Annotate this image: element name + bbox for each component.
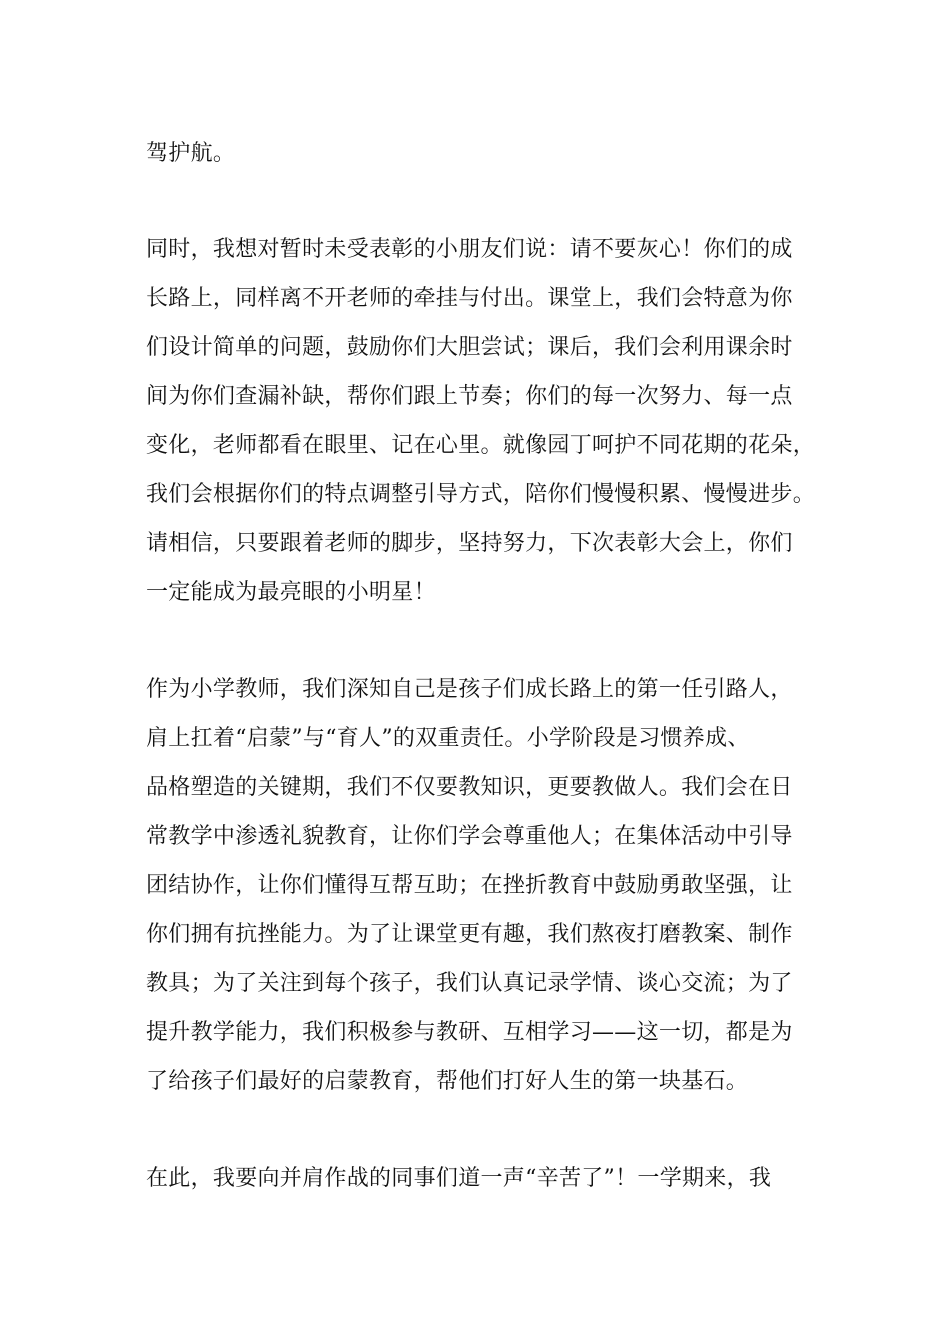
paragraph-line: 品格塑造的关键期，我们不仅要教知识，更要教做人。我们会在日 [146,775,793,800]
paragraph-line: 们设计简单的问题，鼓励你们大胆尝试；课后，我们会利用课余时 [146,335,793,360]
paragraph-line: 我们会根据你们的特点调整引导方式，陪你们慢慢积累、慢慢进步。 [146,482,816,507]
paragraph-line: 肩上扛着“启蒙”与“育人”的双重责任。小学阶段是习惯养成、 [146,726,750,751]
paragraph-line: 团结协作，让你们懂得互帮互助；在挫折教育中鼓励勇敢坚强，让 [146,873,793,898]
paragraph-line: 教具；为了关注到每个孩子，我们认真记录学情、谈心交流；为了 [146,971,793,996]
paragraph-line: 一定能成为最亮眼的小明星！ [146,580,436,605]
paragraph-line: 长路上，同样离不开老师的牵挂与付出。课堂上，我们会特意为你 [146,286,793,311]
paragraph-line: 常教学中渗透礼貌教育，让你们学会尊重他人；在集体活动中引导 [146,824,793,849]
paragraph-line: 在此，我要向并肩作战的同事们道一声“辛苦了”！一学期来，我 [146,1166,772,1191]
paragraph-line: 提升教学能力，我们积极参与教研、互相学习——这一切，都是为 [146,1020,793,1045]
paragraph-line: 作为小学教师，我们深知自己是孩子们成长路上的第一任引路人， [146,677,793,702]
paragraph-line: 你们拥有抗挫能力。为了让课堂更有趣，我们熬夜打磨教案、制作 [146,922,793,947]
paragraph-line: 间为你们查漏补缺，帮你们跟上节奏；你们的每一次努力、每一点 [146,384,793,409]
paragraph-line: 了给孩子们最好的启蒙教育，帮他们打好人生的第一块基石。 [146,1069,749,1094]
paragraph-line: 变化，老师都看在眼里、记在心里。就像园丁呵护不同花期的花朵， [146,433,816,458]
paragraph-line: 驾护航。 [146,141,236,166]
paragraph-line: 同时，我想对暂时未受表彰的小朋友们说：请不要灰心！你们的成 [146,237,793,262]
paragraph-line: 请相信，只要跟着老师的脚步，坚持努力，下次表彰大会上，你们 [146,531,793,556]
